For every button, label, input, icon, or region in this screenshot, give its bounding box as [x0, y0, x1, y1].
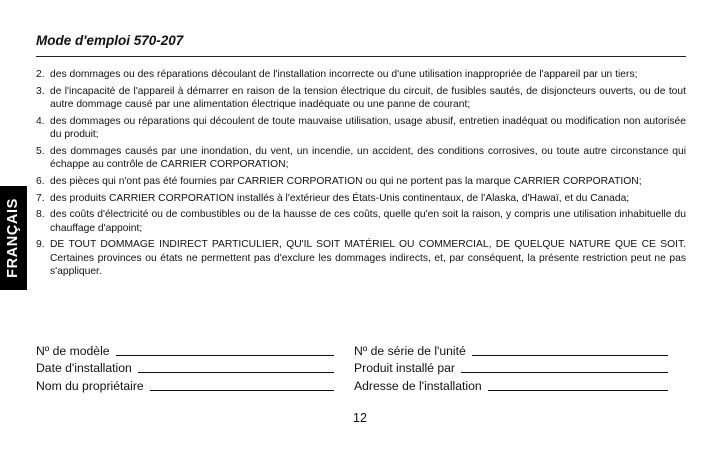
item-text: des pièces qui n'ont pas été fournies par CARRIER CORPORATION ou qui ne portent pas la marque CARRIER CORPORATION;	[50, 175, 642, 187]
header-divider	[36, 56, 686, 57]
owner-label: Nom du propriétaire	[36, 378, 144, 393]
install-address-field	[354, 379, 668, 393]
install-address-line	[488, 389, 668, 391]
language-tab	[0, 186, 27, 290]
list-item	[36, 192, 686, 205]
owner-field	[36, 379, 334, 393]
installed-by-field	[354, 361, 668, 375]
list-item	[36, 238, 686, 278]
installed-by-line	[461, 371, 668, 373]
serial-field	[354, 344, 668, 358]
serial-label: Nº de série de l'unité	[354, 343, 466, 358]
list-item	[36, 208, 686, 234]
serial-line	[472, 354, 668, 356]
item-number: 7.	[36, 192, 45, 204]
page-title: Mode d'emploi 570-207	[36, 33, 184, 48]
install-address-label: Adresse de l'installation	[354, 378, 482, 393]
item-text: des coûts d'électricité ou de combustibles ou de la hausse de ces coûts, quelle qu'en soit la raison, y compris une utilisation inhabituelle du chauffage d'appoint;	[50, 209, 686, 234]
item-number: 8.	[36, 209, 45, 221]
model-line	[116, 354, 334, 356]
list-item	[36, 68, 686, 81]
install-date-field	[36, 361, 334, 375]
list-item	[36, 145, 686, 171]
form-row	[36, 340, 686, 358]
form-row	[36, 358, 686, 376]
item-number: 4.	[36, 115, 45, 127]
install-date-line	[138, 371, 334, 373]
installed-by-label: Produit installé par	[354, 361, 455, 375]
model-label: Nº de modèle	[36, 343, 110, 358]
install-date-label: Date d'installation	[36, 361, 132, 375]
item-number: 5.	[36, 145, 45, 157]
item-text: des dommages ou réparations qui découlent de toute mauvaise utilisation, usage abusif, entretien inadéquat ou modification non autorisée du produit;	[50, 115, 686, 140]
page-number: 12	[353, 411, 367, 425]
registration-form	[36, 340, 686, 393]
item-text: de l'incapacité de l'appareil à démarrer en raison de la tension électrique du circuit, de fusibles sautés, de disjoncteurs ouverts, ou de tout autre dommage causé par une alimentation électrique inadéquate ou une panne de courant;	[50, 85, 686, 110]
model-field	[36, 344, 334, 358]
item-number: 3.	[36, 85, 45, 97]
item-number: 2.	[36, 69, 45, 80]
item-text: des dommages ou des réparations découlant de l'installation incorrecte ou d'une utilisation inappropriée de l'appareil par un tiers;	[50, 69, 638, 80]
item-number: 9.	[36, 239, 45, 251]
list-item	[36, 115, 686, 141]
item-number: 6.	[36, 175, 45, 187]
item-text: DE TOUT DOMMAGE INDIRECT PARTICULIER, QU'IL SOIT MATÉRIEL OU COMMERCIAL, DE QUELQUE NATURE QUE CE SOIT. Certaines provinces ou états ne permettent pas d'exclure les dommages indirects, et, par conséquent, la présente restriction peut ne pas s'appliquer.	[50, 239, 686, 277]
list-item	[36, 85, 686, 111]
language-tab-label: FRANÇAIS	[5, 198, 21, 278]
item-text: des dommages causés par une inondation, du vent, un incendie, un accident, des conditions corrosives, ou toute autre circonstance qui échappe au contrôle de CARRIER CORPORATION;	[50, 145, 686, 170]
list-item	[36, 175, 686, 188]
item-text: des produits CARRIER CORPORATION installés à l'extérieur des États-Unis continentaux, de l'Alaska, d'Hawaï, et du Canada;	[50, 192, 630, 204]
owner-line	[150, 389, 334, 391]
warranty-exclusions-list	[36, 68, 686, 282]
form-row	[36, 375, 686, 393]
